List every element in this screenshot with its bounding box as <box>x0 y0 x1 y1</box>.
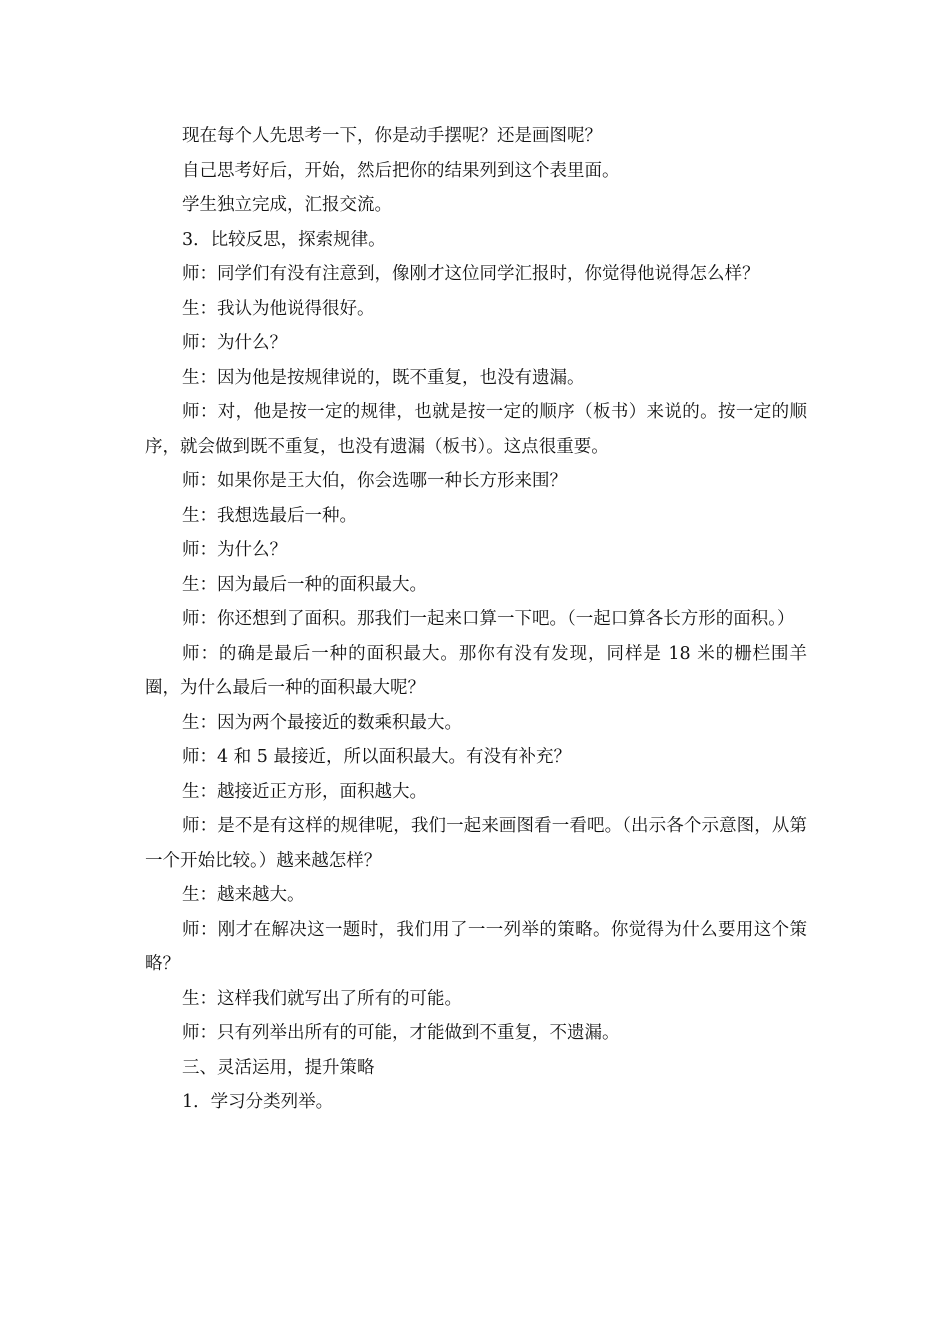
paragraph: 生：这样我们就写出了所有的可能。 <box>182 988 462 1009</box>
paragraph: 学生独立完成，汇报交流。 <box>182 195 392 215</box>
paragraph: 生：因为两个最接近的数乘积最大。 <box>182 712 462 733</box>
paragraph: 生：因为最后一种的面积最大。 <box>182 574 427 595</box>
paragraph: 师：对，他是按一定的规律，也就是按一定的顺序（板书）来说的。按一定的顺序，就会做到既不重复，也没有遗漏（板书）。这点很重要。 <box>145 402 807 457</box>
paragraph: 生：因为他是按规律说的，既不重复，也没有遗漏。 <box>182 367 585 388</box>
paragraph: 师：如果你是王大伯，你会选哪一种长方形来围？ <box>182 471 567 491</box>
section-heading: 3．比较反思，探索规律。 <box>182 229 386 250</box>
paragraph: 生：越接近正方形，面积越大。 <box>182 781 427 802</box>
paragraph: 自己思考好后，开始，然后把你的结果列到这个表里面。 <box>182 160 620 181</box>
paragraph: 师：的确是最后一种的面积最大。那你有没有发现，同样是 18 米的栅栏围羊圈，为什么最后一种的面积最大呢？ <box>145 643 807 698</box>
paragraph: 现在每个人先思考一下，你是动手摆呢？还是画图呢？ <box>182 126 602 146</box>
paragraph: 生：越来越大。 <box>182 885 305 905</box>
paragraph: 师：4 和 5 最接近，所以面积最大。有没有补充？ <box>182 747 571 767</box>
paragraph: 师：只有列举出所有的可能，才能做到不重复，不遗漏。 <box>182 1023 620 1043</box>
paragraph: 师：是不是有这样的规律呢，我们一起来画图看一看吧。（出示各个示意图，从第一个开始比较。）越来越怎样？ <box>145 816 807 871</box>
paragraph: 师：为什么？ <box>182 540 287 560</box>
paragraph: 生：我认为他说得很好。 <box>182 298 375 319</box>
paragraph: 师：为什么？ <box>182 333 287 353</box>
paragraph: 生：我想选最后一种。 <box>182 505 357 526</box>
section-heading: 1．学习分类列举。 <box>182 1092 334 1112</box>
paragraph: 师：刚才在解决这一题时，我们用了一一列举的策略。你觉得为什么要用这个策略？ <box>145 919 807 974</box>
paragraph: 师：同学们有没有注意到，像刚才这位同学汇报时，你觉得他说得怎么样？ <box>182 264 760 284</box>
paragraph: 师：你还想到了面积。那我们一起来口算一下吧。（一起口算各长方形的面积。） <box>182 609 795 629</box>
document-body <box>145 119 807 1120</box>
section-heading: 三、灵活运用，提升策略 <box>182 1057 375 1078</box>
